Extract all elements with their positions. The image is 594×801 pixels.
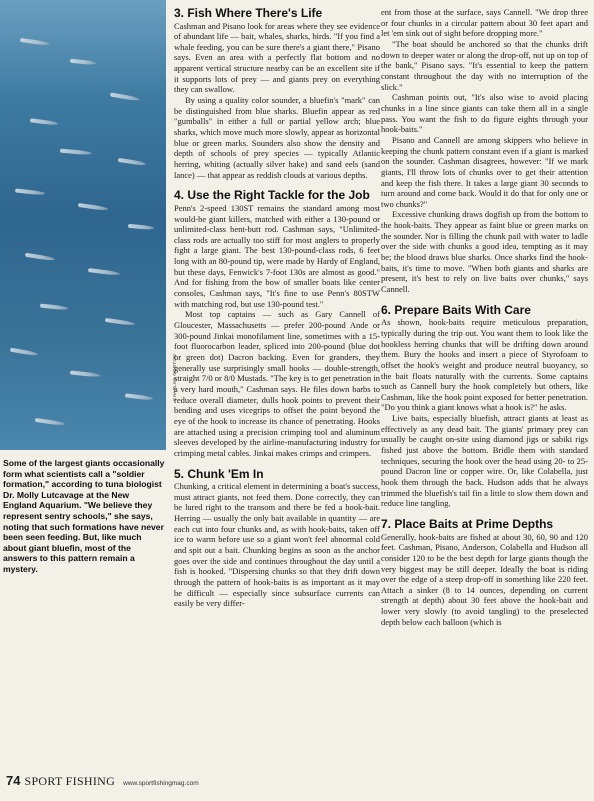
paragraph: ent from those at the surface, says Cannell. "We drop three or four chunks in a circular pattern about 30 feet apart and let 'em sink out of sight before dropping more." <box>381 7 588 39</box>
fish-shape <box>128 224 154 230</box>
fish-shape <box>78 203 108 211</box>
section-heading: 3. Fish Where There's Life <box>174 6 323 20</box>
fish-shape <box>70 370 100 377</box>
magazine-name: SPORT FISHING <box>24 774 116 788</box>
fish-shape <box>40 304 68 311</box>
paragraph: By using a quality color sounder, a bluefin's "mark" can be distinguished from blue sharks. Bluefin appear as red "gumballs" in either a full or partial yellow arch; blue sharks, which move much more slowly, appear as horizontal blue or green marks. Sounders also show the density and depth of schools of prey species — typically Atlantic herring, whiting (actually silver hake) and sand eels (sand lance) — that appear as reddish clouds at various depths. <box>174 95 380 180</box>
fish-shape <box>125 393 153 400</box>
fish-shape <box>60 149 92 156</box>
giant-bluefin-school-photo <box>0 0 166 450</box>
photo-credit: CHARLES NORTON <box>172 354 177 401</box>
paragraph: Penn's 2-speed 130ST remains the standard among most would-be giant killers, matched with either a 130-pound or unlimited-class bent-butt rod. Cashman says, "Unlimited-class rods are actually too stiff for most anglers to properly fight a large giant. The best 130-pound-class rods, 6 feet long with an 80-pound tip, were made by Hardy of England, but these days, Fenwick's 7-foot 130s are almost as good." And for fishing from the bow of smaller boats like center consoles, Cashman says, "It's fine to use Penn's 80STW with matching rod, but use 130-pound test." <box>174 202 380 309</box>
page-footer <box>6 773 586 789</box>
fish-shape <box>35 418 65 426</box>
section-heading: 6. Prepare Baits With Care <box>381 302 531 317</box>
paragraph: Chunking, a critical element in determining a boat's success, must attract giants, not feed them. Done correctly, they can be lured right to the transom and there be fed a hook-bait. Herring — usually the only bait available in quantity — are each cut into four chunks and, as with hook-baits, taken off ice to warm before use so a giant won't feel abnormal cold and spit out a bait. Chunking begins as soon as the anchor goes over the side and continues throughout the day until a fish is hooked. "Dispersing chunks so that they drift down through the pattern of hook-baits is as important as it may be difficult — especially since subsurface currents can easily be very differ- <box>174 481 380 609</box>
fish-shape <box>118 158 146 166</box>
article-column-2 <box>381 7 588 627</box>
fish-shape <box>25 253 55 262</box>
photo-caption: Some of the largest giants occasionally form what scientists call a "soldier formation," according to tuna biologist Dr. Molly Lutcavage at the New England Aquarium. "We believe they represent sentry schools," she says, noting that such formations have never been seen feeding. But, like much about giant bluefin, most of the answers to this pattern remain a mystery. <box>3 458 165 574</box>
paragraph: "The boat should be anchored so that the chunks drift down to deeper water or along the drop-off, not up on top of the bank," Pisano says. "It's essential to keep the pattern constant throughout the day with no interruption of the slick." <box>381 38 588 92</box>
section-heading: 4. Use the Right Tackle for the Job <box>174 188 370 203</box>
fish-shape <box>105 318 135 326</box>
fish-shape <box>110 92 140 101</box>
paragraph: Generally, hook-baits are fished at about 30, 60, 90 and 120 feet. Cashman, Pisano, Anderson, Colabella and Hudson all consider 120 to be the best depth for large giants though the very biggest may be still deeper. Ideally the boat is riding over the edge of a steep drop-off in something like 220 feet. Attach a sinker (8 to 14 ounces, depending on current strength at depth) about 30 feet above the hook-bait and lower very slowly (to avoid tangling) to the preselected depth below each balloon (which is <box>381 531 588 627</box>
magazine-url: www.sportfishingmag.com <box>123 780 199 787</box>
paragraph: As shown, hook-baits require meticulous preparation, typically during the trip out. You want them to look like the hookless herring chunks that will be drifting down around them. Bury the hooks and insert a piece of Styrofoam to offset the hook's weight and produce neutral buoyancy, so the bait floats naturally with the currents. Some captains such as Cannell bury the hook completely but others, like Cashman, like the hook point exposed for better penetration. "Do you think a giant knows what a hook is?" he asks. <box>381 317 588 413</box>
section-heading: 5. Chunk 'Em In <box>174 466 264 481</box>
fish-shape <box>20 38 50 46</box>
page-number: 74 <box>6 773 21 788</box>
paragraph: Excessive chunking draws dogfish up from the bottom to the hook-baits. They appear as faint blue or green marks on the sounder. Nor is filling the chunk pail with water to ladle over the side with chunks a good idea, tempting as it may be; the blood draws blue sharks. Once sharks find the hook-baits, it's time to move. "When both giants and sharks are present, it's best to rely on live baits over chunks," says Cannell. <box>381 209 588 295</box>
fish-shape <box>10 348 38 357</box>
fish-shape <box>15 188 45 195</box>
paragraph: Most top captains — such as Gary Cannell of Gloucester, Massachusetts — prefer 200-pound Ande or 300-pound Jinkai monofilament line, sometimes with a 15-foot fluorocarbon leader, spliced into 200-pound (blue dot or green dot) Dacron backing. Even for granders, they generally use surprisingly small hooks — double-strength, straight 7/0 or 8/0 Mustads. "The key is to get penetration in a very hard mouth," Cashman says. He files down barbs to reduce overall diameter, dulls hook points to prevent their bending and uses vicegrips to offset the point beyond the eye of the hook to increase its chance of penetrating. Hooks are attached using a precision crimping tool and aluminum sleeves developed by the airline-manufacturing industry for crimping metal cables. Jinkai makes crimps and crimpers. <box>174 309 380 458</box>
paragraph: Pisano and Cannell are among skippers who believe in keeping the chunk pattern constant even if a giant is marked on the sounder. Cashman disagrees, however: "If we mark giants, I'll throw lots of chunks over to get their attention and keep the fish there. It takes a large giant 30 seconds to turn around and come back. Would it do that for only one or two chunks?" <box>381 134 588 209</box>
article-column-1 <box>174 7 380 609</box>
paragraph: Cashman points out, "It's also wise to avoid placing chunks in a line since giants can take them all in a single pass. You want the fish to do figure eights through your hook-baits." <box>381 92 588 135</box>
fish-shape <box>30 118 58 125</box>
paragraph: Live baits, especially bluefish, attract giants at least as effectively as any dead bait. The giants' primary prey can usually be caught on-site using diamond jigs or sabiki rigs fished just above the bottom. Bridle them with standard techniques, securing the hook over the head using 20- to 25-pound Dacron line or copper wire. Or, like Colabella, just hook them through the back. Hudson adds that he always trimmed the bluefish's tail fin a little to slow them down and reduce line tangling. <box>381 413 588 509</box>
paragraph: Cashman and Pisano look for areas where they see evidence of abundant life — bait, whales, sharks, birds. "If you find a whale feeding, you can be sure there's a giant there," Pisano says. Even an area with a perfectly flat bottom and no apparent vertical structure nearby can be an excellent site if it supports lots of prey — and giants prey on everything they can swallow. <box>174 20 380 95</box>
fish-shape <box>88 268 120 276</box>
section-heading: 7. Place Baits at Prime Depths <box>381 517 554 532</box>
fish-shape <box>70 59 96 66</box>
